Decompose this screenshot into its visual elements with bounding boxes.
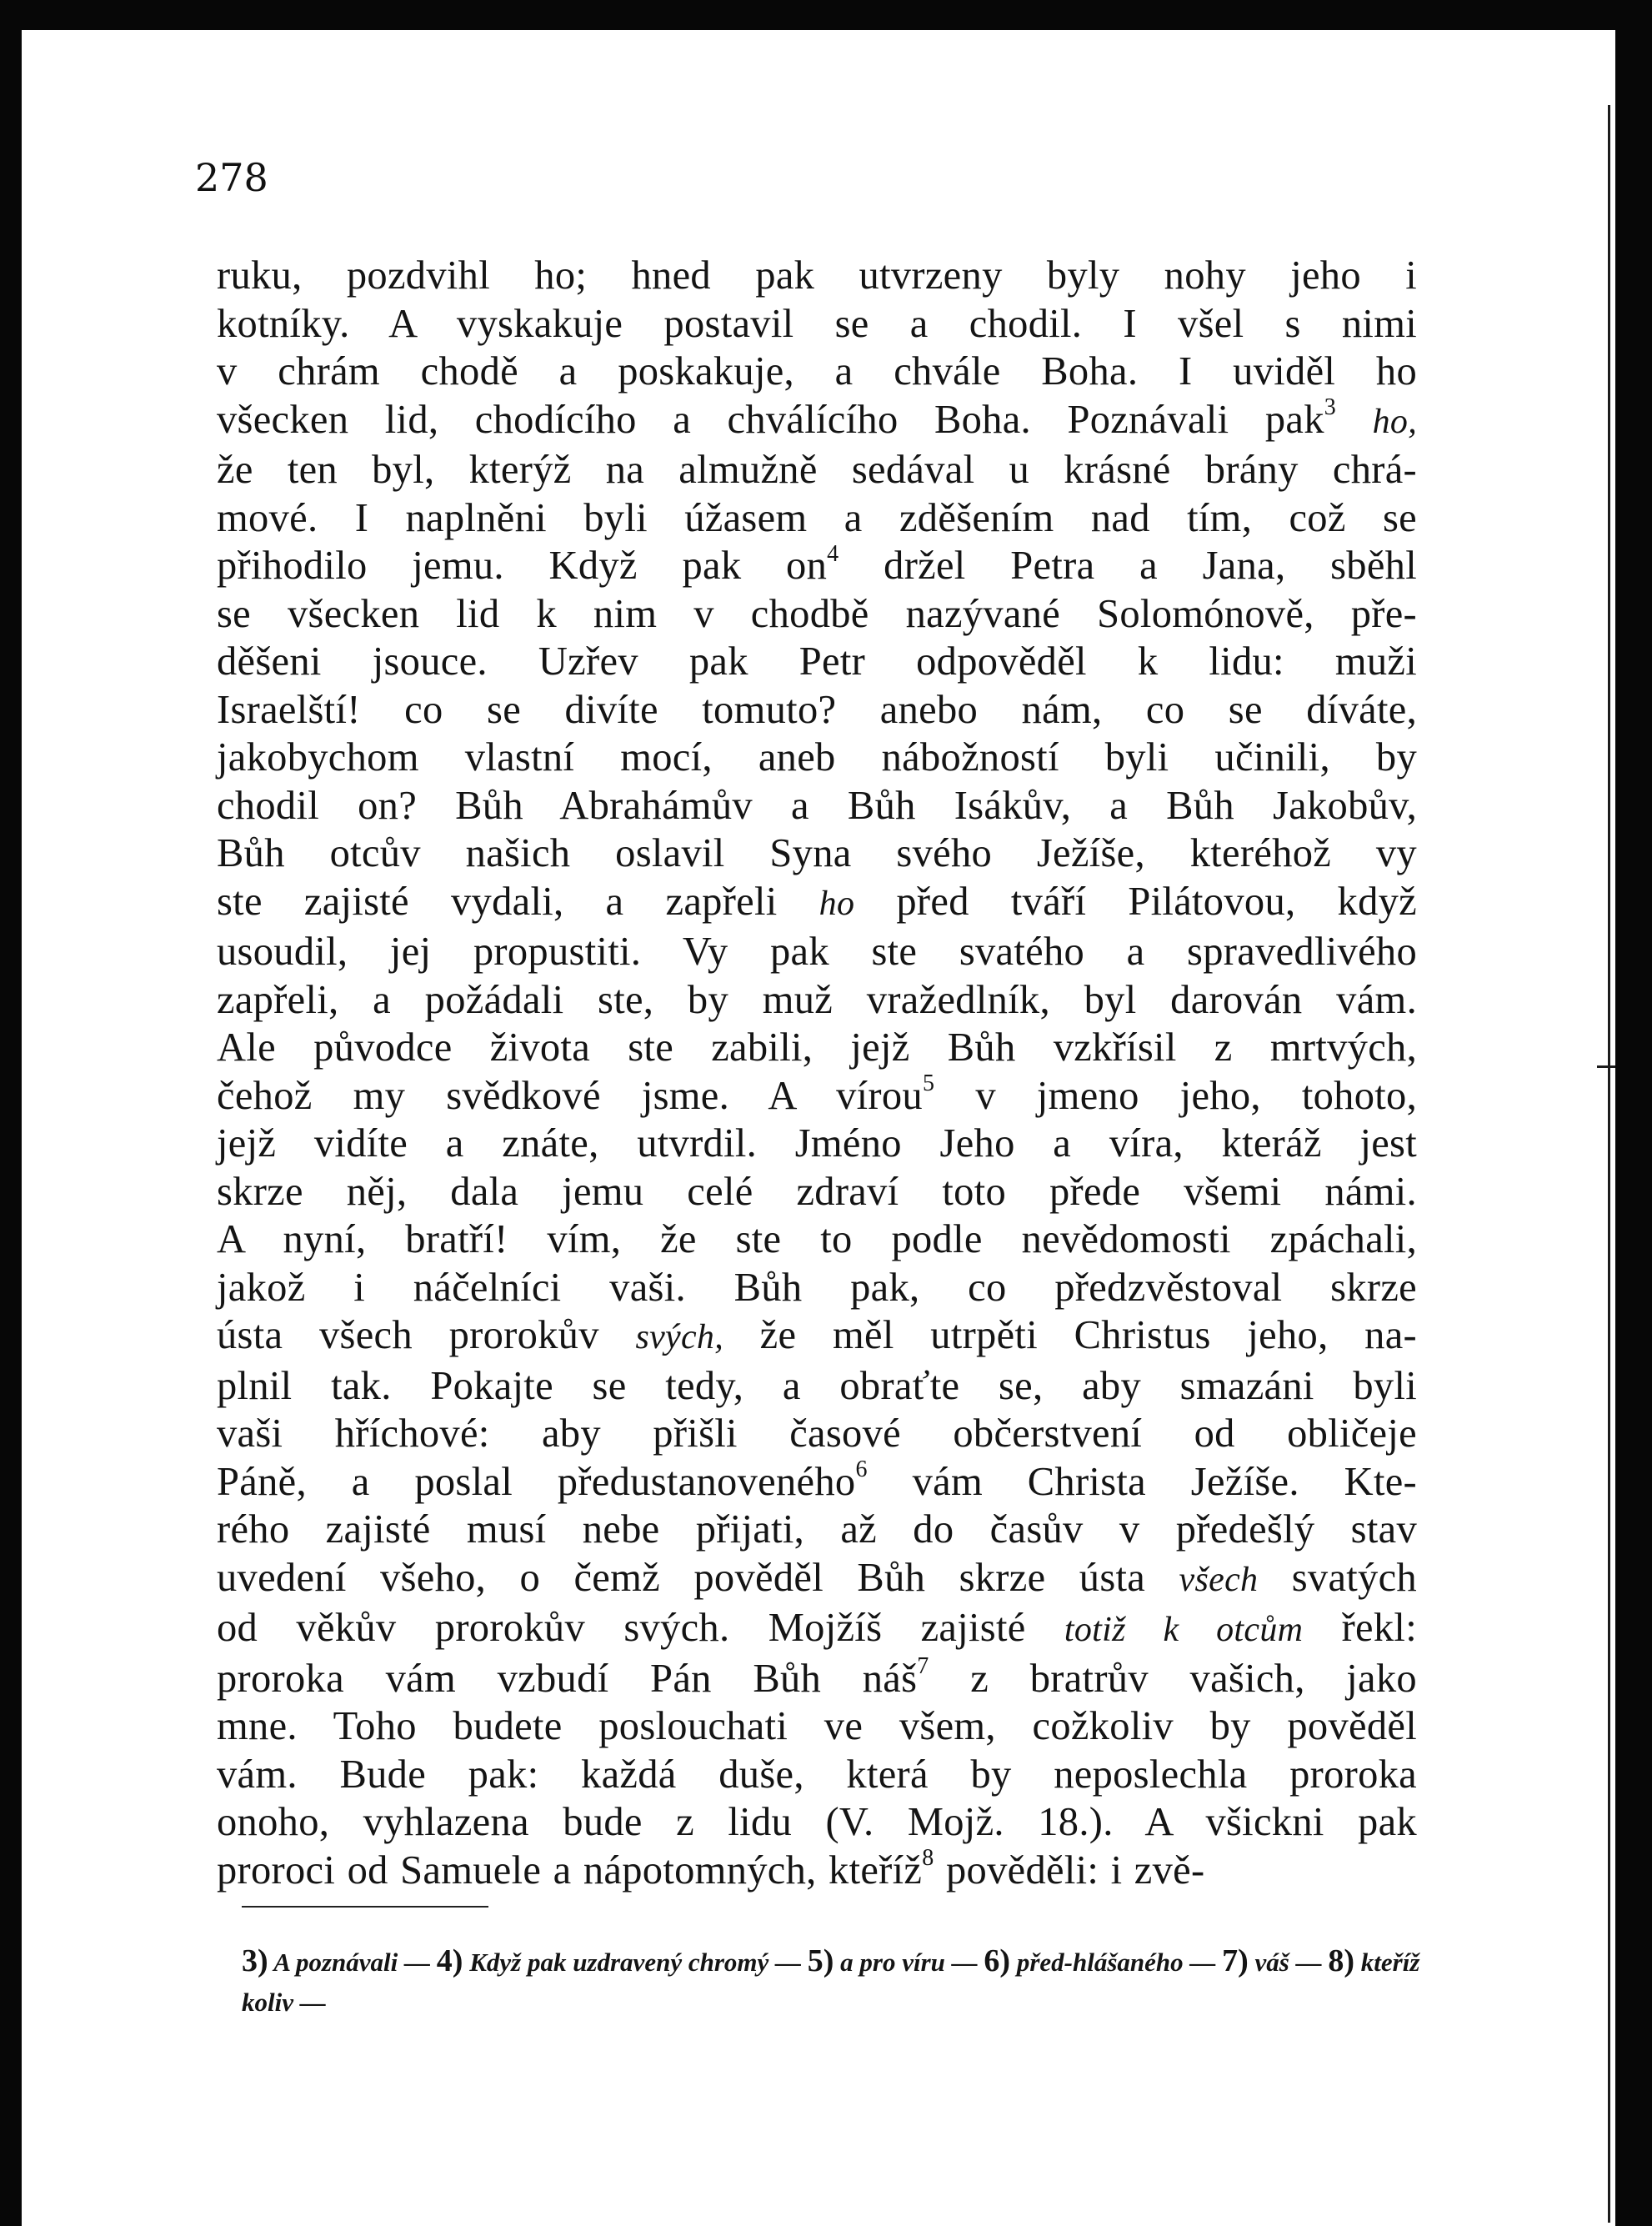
text-line: rého zajisté musí nebe přijati, až do časův v předešlý stav <box>217 1507 1417 1552</box>
text-line: od věkův prorokův svých. Mojžíš zajisté totiž k otcům řekl: <box>217 1606 1417 1650</box>
text-line: kotníky. A vyskakuje postavil se a chodil. I všel s nimi <box>217 301 1417 346</box>
text-line: jakobychom vlastní mocí, aneb nábožností byli učinili, by <box>217 735 1417 780</box>
text-line: Ale původce života ste zabili, jejž Bůh vzkřísil z mrtvých, <box>217 1025 1417 1070</box>
page-number: 278 <box>195 155 268 200</box>
text-line: skrze něj, dala jemu celé zdraví toto přede všemi námi. <box>217 1169 1417 1214</box>
text-line: že ten byl, kterýž na almužně sedával u krásné brány chrá- <box>217 448 1417 492</box>
footnote: 7) váš — <box>1222 1943 1322 1978</box>
text-line: čehož my svědkové jsme. A vírou$^5$ v jmeno jeho, tohoto, <box>217 1070 1418 1118</box>
body-text <box>217 252 1417 1894</box>
text-line: zapřeli, a požádali ste, by muž vražedlník, byl darován vám. <box>217 977 1417 1022</box>
italic-insertion: totiž k otcům <box>1064 1611 1304 1649</box>
italic-insertion: všech <box>1179 1560 1259 1599</box>
text-line: usoudil, jej propustiti. Vy pak ste svatého a spravedlivého <box>217 930 1417 974</box>
text-line: proroci od Samuele a nápotomných, kteříž$^8$ pověděli: i zvě- <box>217 1845 1205 1893</box>
footnote-ref: 7 <box>917 1653 929 1680</box>
footnote-ref: 4 <box>827 540 839 567</box>
text-line: děšeni jsouce. Uzřev pak Petr odpověděl k lidu: muži <box>217 639 1417 684</box>
footnote: 4) Když pak uzdravený chromý — <box>436 1943 802 1978</box>
italic-insertion: ho, <box>1372 402 1417 441</box>
text-line: jakož i náčelníci vaši. Bůh pak, co předzvěstoval skrze <box>217 1265 1417 1310</box>
footnotes <box>242 1941 1425 2023</box>
text-line: Israelští! co se divíte tomuto? anebo nám, co se díváte, <box>217 687 1417 732</box>
text-line: vaši hříchové: aby přišli časové občerstvení od obličeje <box>217 1411 1417 1456</box>
text-line: se všecken lid k nim v chodbě nazývané Solomónově, pře- <box>217 591 1417 636</box>
text-line: onoho, vyhlazena bude z lidu (V. Mojž. 18.). A všickni pak <box>217 1800 1417 1844</box>
text-line: přihodilo jemu. Když pak $on^4$ držel Petra a Jana, sběhl <box>217 540 1417 588</box>
text-line: ruku, pozdvihl ho; hned pak utvrzeny byly nohy jeho i <box>217 253 1417 298</box>
text-line: A nyní, bratří! vím, že ste to podle nevědomosti zpáchali, <box>217 1217 1417 1261</box>
text-line: Páně, a poslal předustanoveného$^6$ vám Christa Ježíše. Kte- <box>217 1456 1417 1504</box>
footnote-ref: 3 <box>1324 394 1337 421</box>
page-edge-line <box>1608 105 1610 2223</box>
footnote-ref: 5 <box>922 1070 935 1097</box>
footnote: 5) a pro víru — <box>807 1943 978 1978</box>
footnote-ref: 6 <box>855 1456 868 1483</box>
footnote-ref: 8 <box>922 1845 934 1872</box>
scan-border-top <box>0 0 1652 30</box>
italic-insertion: svých, <box>635 1318 724 1356</box>
text-line: uvedení všeho, o čemž pověděl Bůh skrze ústa všech svatých <box>217 1555 1417 1600</box>
text-line: plnil tak. Pokajte se tedy, a obraťte se, aby smazáni byli <box>217 1363 1417 1408</box>
italic-insertion: ho <box>818 884 855 923</box>
page-edge-tick <box>1597 1065 1615 1068</box>
footnote: 8) kteříž koliv — <box>242 1943 1420 2017</box>
text-line: mové. I naplněni byli úžasem a zděšením nad tím, což se <box>217 495 1417 540</box>
text-line: mne. Toho budete poslouchati ve všem, cožkoliv by pověděl <box>217 1704 1417 1748</box>
text-line: ste zajisté vydali, a zapřeli ho před tváří Pilátovou, když <box>217 879 1418 924</box>
text-line: všecken lid, chodícího a chválícího Boha. Poznávali pak$^3$ ho, <box>217 394 1417 442</box>
scan-border-right <box>1615 0 1652 2226</box>
text-line: ústa všech prorokův svých, že měl utrpěti Christus jeho, na- <box>217 1313 1417 1357</box>
text-line: chodil on? Bůh Abrahámův a Bůh Isákův, a Bůh Jakobův, <box>217 783 1417 828</box>
footnote: 6) před-hlášaného — <box>984 1943 1216 1978</box>
text-line: jejž vidíte a znáte, utvrdil. Jméno Jeho a víra, kteráž jest <box>217 1121 1417 1166</box>
footnote-divider <box>242 1906 488 1908</box>
text-line: vám. Bude pak: každá duše, která by neposlechla proroka <box>217 1752 1417 1797</box>
text-line: v chrám chodě a poskakuje, a chvále Boha. I uviděl ho <box>217 349 1417 394</box>
text-line: proroka vám vzbudí Pán Bůh náš$^7$ z bratrův vašich, jako <box>217 1653 1417 1701</box>
scan-border-left <box>0 0 22 2226</box>
footnote: 3) A poznávali — <box>242 1943 431 1978</box>
text-line: Bůh otcův našich oslavil Syna svého Ježíše, kteréhož vy <box>217 831 1417 875</box>
